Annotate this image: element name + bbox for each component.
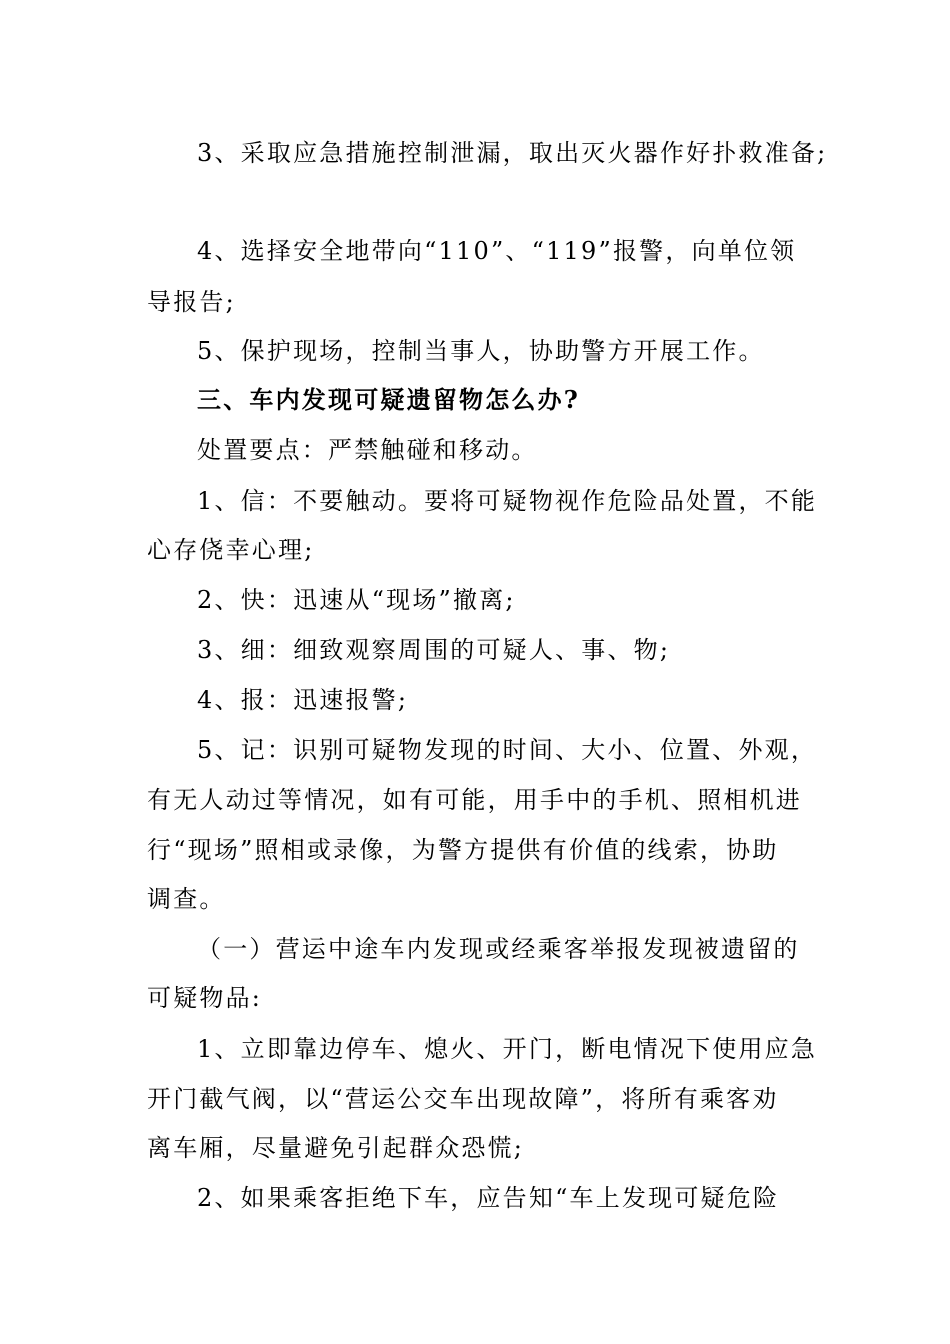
step-1-continuation-1: 开门截气阀，以“营运公交车出现故障”，将所有乘客劝 [147, 1085, 779, 1113]
step-2-passenger-refuses: 2、如果乘客拒绝下车，应告知“车上发现可疑危险 [197, 1184, 780, 1212]
item-4-continuation: 导报告; [147, 288, 236, 316]
section-heading-suspicious-items: 三、车内发现可疑遗留物怎么办? [197, 385, 581, 414]
step-1-continuation-2: 离车厢，尽量避免引起群众恐慌; [147, 1134, 525, 1162]
point-2-evacuate-quickly: 2、快：迅速从“现场”撤离; [197, 586, 516, 614]
item-5-protect-scene: 5、保护现场，控制当事人，协助警方开展工作。 [197, 337, 765, 365]
point-5-record: 5、记：识别可疑物发现的时间、大小、位置、外观， [197, 736, 818, 764]
point-1-do-not-touch: 1、信：不要触动。要将可疑物视作危险品处置，不能 [197, 487, 818, 515]
item-4-report-to-police: 4、选择安全地带向“110”、“119”报警，向单位领 [197, 237, 797, 265]
point-5-continuation-1: 有无人动过等情况，如有可能，用手中的手机、照相机进 [147, 786, 802, 814]
point-5-continuation-2: 行“现场”照相或录像，为警方提供有价值的线索，协助 [147, 836, 779, 864]
item-3-take-emergency-measures: 3、采取应急措施控制泄漏，取出灭火器作好扑救准备; [197, 139, 828, 167]
subsection-continuation: 可疑物品: [147, 984, 263, 1012]
step-1-stop-vehicle: 1、立即靠边停车、熄火、开门，断电情况下使用应急 [197, 1035, 818, 1063]
point-1-continuation: 心存侥幸心理; [147, 536, 315, 564]
point-5-continuation-3: 调查。 [147, 885, 226, 913]
subsection-in-operation: （一）营运中途车内发现或经乘客举报发现被遗留的 [197, 935, 800, 963]
handling-key-points: 处置要点：严禁触碰和移动。 [197, 436, 538, 464]
point-4-report: 4、报：迅速报警; [197, 686, 409, 714]
point-3-observe-carefully: 3、细：细致观察周围的可疑人、事、物; [197, 636, 671, 664]
